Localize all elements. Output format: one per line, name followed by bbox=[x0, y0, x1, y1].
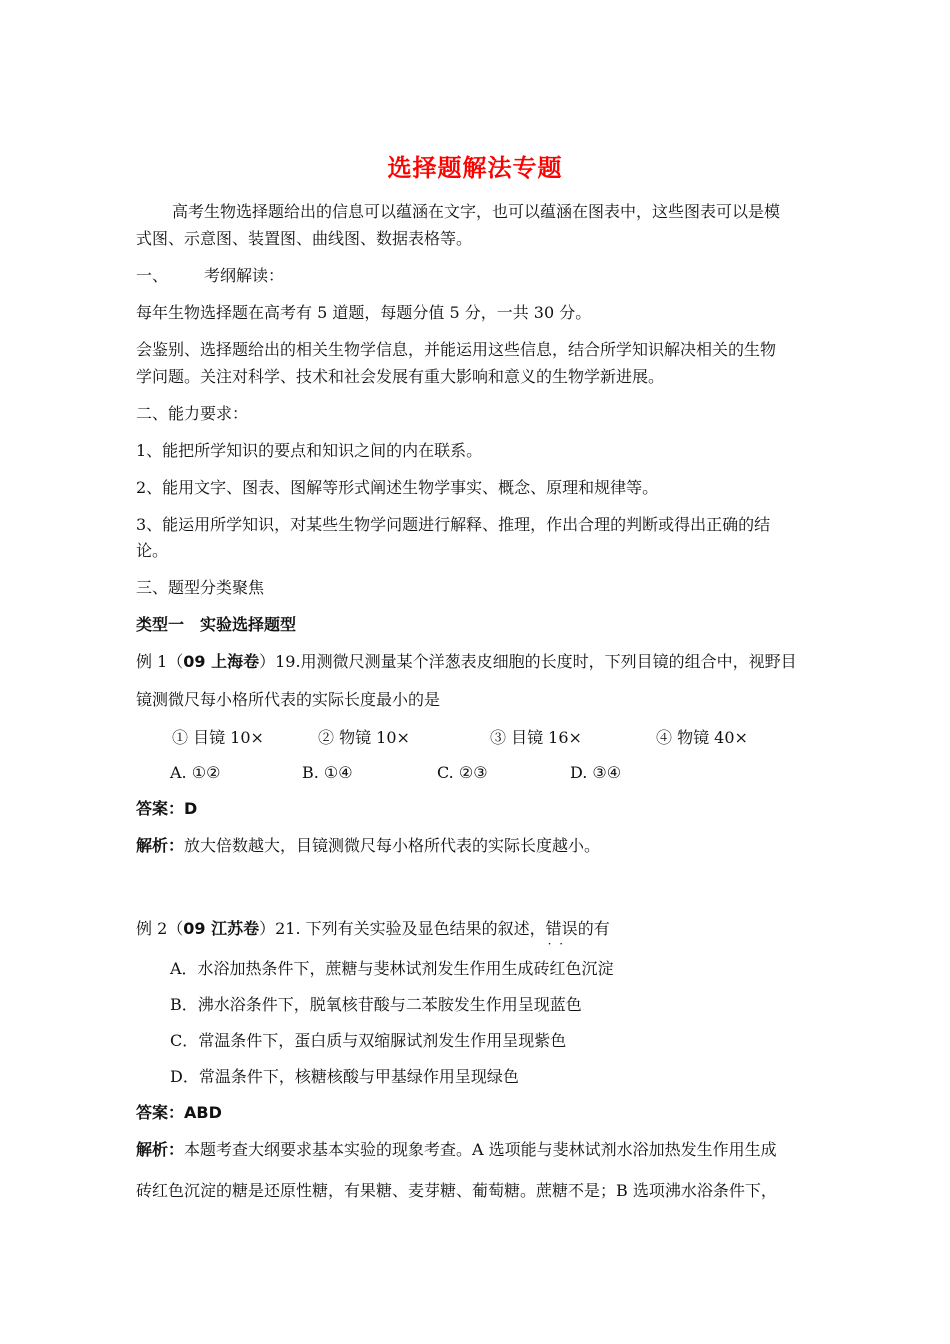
example1-analysis-label: 解析： bbox=[136, 836, 185, 855]
example1-analysis bbox=[136, 835, 600, 857]
example1-item-2: ② 物镜 10× bbox=[318, 728, 410, 747]
section1-heading: 考纲解读： bbox=[204, 266, 285, 285]
example1-item-3: ③ 目镜 16× bbox=[490, 728, 582, 747]
example1-option-b: B. ①④ bbox=[302, 763, 353, 782]
example2-analysis-line-2: 砖红色沉淀的糖是还原性糖，有果糖、麦芽糖、葡萄糖。蔗糖不是；B 选项沸水浴条件下， bbox=[136, 1181, 777, 1200]
example2-stem-end: 的有 bbox=[577, 919, 610, 938]
example2-answer bbox=[136, 1102, 222, 1124]
example2-answer-value: ABD bbox=[184, 1103, 222, 1122]
example2-analysis-text-1: 本题考查大纲要求基本实验的现象考查。A 选项能与斐林试剂水浴加热发生作用生成 bbox=[184, 1140, 777, 1159]
intro-line-1: 高考生物选择题给出的信息可以蕴涵在文字，也可以蕴涵在图表中，这些图表可以是模 bbox=[172, 202, 781, 221]
example2-option-b: B．沸水浴条件下，脱氧核苷酸与二苯胺发生作用呈现蓝色 bbox=[170, 995, 582, 1014]
example2-source: 09 江苏卷 bbox=[183, 919, 260, 938]
section2-item-3-line-2: 论。 bbox=[136, 541, 169, 560]
section1-paragraph-2-line-1: 会鉴别、选择题给出的相关生物学信息，并能运用这些信息，结合所学知识解决相关的生物 bbox=[136, 340, 777, 359]
section2-item-3-line-1: 3、能运用所学知识，对某些生物学问题进行解释、推理，作出合理的判断或得出正确的结 bbox=[136, 515, 771, 534]
example2-option-c: C．常温条件下，蛋白质与双缩脲试剂发生作用呈现紫色 bbox=[170, 1031, 567, 1050]
example1-prefix: 例 1（ bbox=[136, 652, 184, 671]
example2-analysis-line-1 bbox=[136, 1139, 777, 1161]
example2-option-d: D．常温条件下，核糖核酸与甲基绿作用呈现绿色 bbox=[170, 1067, 519, 1086]
example2-option-a: A．水浴加热条件下，蔗糖与斐林试剂发生作用生成砖红色沉淀 bbox=[170, 959, 614, 978]
example1-stem-line-1 bbox=[136, 651, 797, 673]
example2-answer-label: 答案： bbox=[136, 1103, 185, 1122]
example1-option-d: D. ③④ bbox=[570, 763, 622, 782]
section1-number: 一、 bbox=[136, 266, 169, 285]
example2-prefix: 例 2（ bbox=[136, 919, 184, 938]
example1-option-c: C. ②③ bbox=[437, 763, 488, 782]
section3-heading: 三、题型分类聚焦 bbox=[136, 578, 265, 597]
example1-item-4: ④ 物镜 40× bbox=[656, 728, 748, 747]
type1-heading: 类型一 实验选择题型 bbox=[136, 615, 297, 634]
example1-item-1: ① 目镜 10× bbox=[172, 728, 264, 747]
example2-stem bbox=[136, 918, 610, 940]
intro-line-2: 式图、示意图、装置图、曲线图、数据表格等。 bbox=[136, 229, 473, 248]
example1-stem: ）19.用测微尺测量某个洋葱表皮细胞的长度时，下列目镜的组合中，视野目 bbox=[259, 652, 797, 671]
section1-paragraph-2-line-2: 学问题。关注对科学、技术和社会发展有重大影响和意义的生物学新进展。 bbox=[136, 367, 665, 386]
example1-stem-line-2: 镜测微尺每小格所代表的实际长度最小的是 bbox=[136, 690, 441, 709]
example1-answer-label: 答案： bbox=[136, 799, 185, 818]
section2-item-2: 2、能用文字、图表、图解等形式阐述生物学事实、概念、原理和规律等。 bbox=[136, 478, 659, 497]
example1-answer bbox=[136, 798, 197, 820]
example1-source: 09 上海卷 bbox=[183, 652, 260, 671]
example1-answer-value: D bbox=[184, 799, 198, 818]
example2-stem-text: ）21. 下列有关实验及显色结果的叙述， bbox=[259, 919, 546, 938]
section1-paragraph-1: 每年生物选择题在高考有 5 道题，每题分值 5 分，一共 30 分。 bbox=[136, 303, 592, 322]
section2-item-1: 1、能把所学知识的要点和知识之间的内在联系。 bbox=[136, 441, 483, 460]
page-title: 选择题解法专题 bbox=[387, 154, 563, 182]
example2-analysis-label: 解析： bbox=[136, 1140, 185, 1159]
example2-stem-emphasis: 错误 · · bbox=[546, 919, 578, 938]
section2-heading: 二、能力要求： bbox=[136, 404, 249, 423]
example1-option-a: A. ①② bbox=[170, 763, 221, 782]
example1-analysis-text: 放大倍数越大，目镜测微尺每小格所代表的实际长度越小。 bbox=[184, 836, 601, 855]
